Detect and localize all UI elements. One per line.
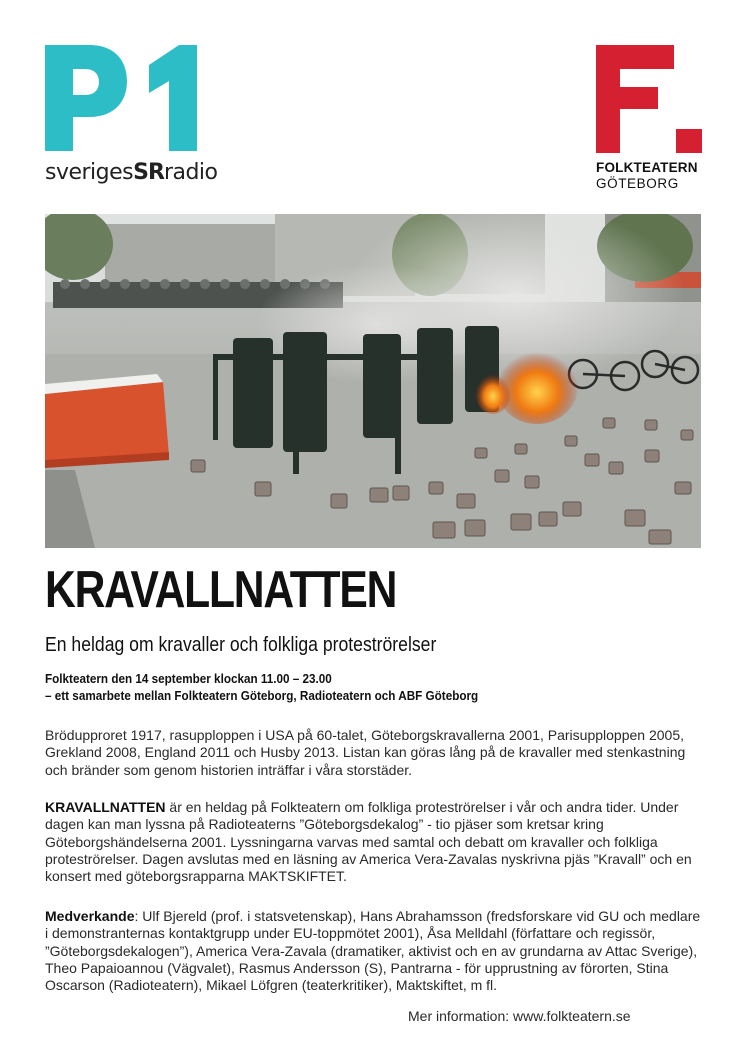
participants-lead: Medverkande xyxy=(45,908,135,924)
event-meta xyxy=(45,670,478,704)
description-text: är en heldag på Folkteatern om folkliga proteströrelser i vår och andra tider. Under dagen kan man lyssna på Radioteaterns ”Göteborgsdekalog” - tio pjäser som kretsar kring Göteborgshändelserna 2001. Lyssningarna varvas med samtal och debatt om kravaller och folkliga proteströrelser. Dagen avslutas med en läsning av America Vera-Zavalas nyskrivna pjäs ”Kravall” och en konsert med göteborgsrapparna MAKTSKIFTET. xyxy=(45,799,692,885)
description-lead: KRAVALLNATTEN xyxy=(45,799,166,815)
sveriges-radio-wordmark xyxy=(45,160,218,185)
folkteatern-city: GÖTEBORG xyxy=(596,176,679,191)
sr-prefix: sveriges xyxy=(45,160,134,185)
participants-text: : Ulf Bjereld (prof. i statsvetenskap), Hans Abrahamsson (fredsforskare vid GU och medlare i demonstranternas kontaktgrupp under EU-toppmötet 2001), Åsa Melldahl (författare och regissör, ”Göteborgsdekalogen”), America Vera-Zavala (dramatiker, aktivist och en av grundarna av Attac Sverige), Theo Papaioannou (Vägvalet), Rasmus Andersson (S), Pantrarna - för upprustning av förorten, Stina Oscarson (Radioteatern), Mikael Löfgren (teaterkritiker), Maktskiftet, m fl. xyxy=(45,908,701,994)
folkteatern-logo xyxy=(596,45,702,153)
event-collab-line: – ett samarbete mellan Folkteatern Göteborg, Radioteatern och ABF Göteborg xyxy=(45,688,479,703)
event-subtitle: En heldag om kravaller och folkliga proteströrelser xyxy=(45,634,437,656)
event-title: KRAVALLNATTEN xyxy=(45,561,397,619)
event-date-line: Folkteatern den 14 september klockan 11.00 – 23.00 xyxy=(45,671,332,686)
folkteatern-name: FOLKTEATERN xyxy=(596,160,698,175)
p1-logo xyxy=(45,45,197,151)
sr-suffix: radio xyxy=(163,160,218,185)
riot-photo xyxy=(45,214,701,548)
intro-paragraph: Brödupproret 1917, rasupploppen i USA på 60-talet, Göteborgskravallerna 2001, Parisupploppen 2005, Grekland 2008, England 2011 och Husby 2013. Listan kan göras lång på de kravaller med stenkastning och bränder som genom historien inträffar i våra storstäder. xyxy=(45,727,686,778)
sr-mark: SR xyxy=(133,160,164,185)
more-info-link[interactable]: Mer information: www.folkteatern.se xyxy=(408,1008,631,1024)
description-paragraph xyxy=(45,799,701,885)
participants-paragraph xyxy=(45,908,701,994)
